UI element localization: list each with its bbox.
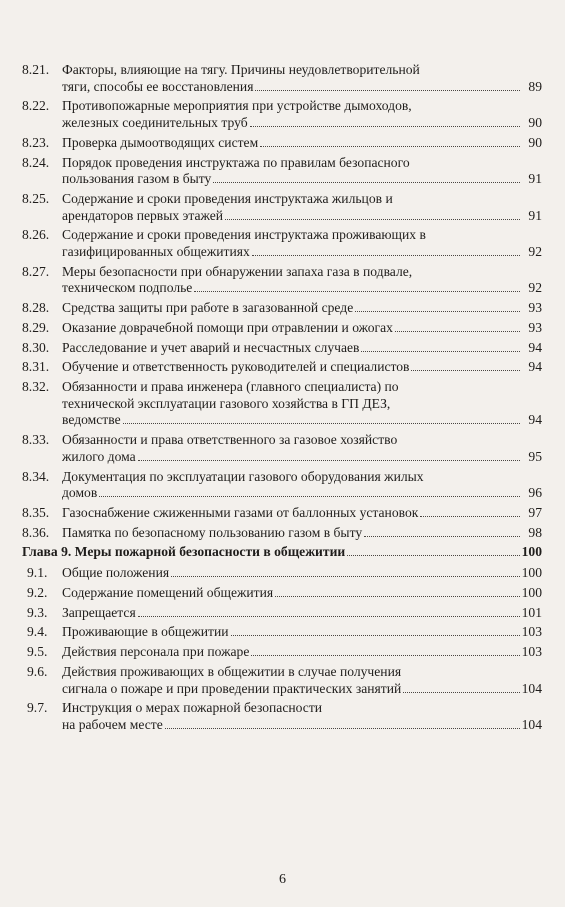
- leader-dots: [225, 219, 520, 220]
- entry-page: 94: [528, 359, 542, 375]
- toc-entry: [22, 565, 542, 582]
- entry-number: 9.6.: [27, 663, 48, 679]
- leader-dots: [355, 311, 520, 312]
- entry-line: Содержание и сроки проведения инструктажа проживающих в: [62, 227, 426, 243]
- toc-entry: [22, 191, 542, 224]
- leader-dots: [275, 596, 519, 597]
- entry-line: Факторы, влияющие на тягу. Причины неудовлетворительной: [62, 62, 420, 77]
- leader-dots: [395, 331, 520, 332]
- entry-number: 8.30.: [22, 339, 50, 355]
- chapter-heading: [22, 544, 542, 561]
- entry-line: Содержание и сроки проведения инструктажа жильцов и: [62, 190, 393, 206]
- entry-line: Запрещается: [62, 604, 136, 620]
- entry-page: 96: [528, 485, 542, 501]
- leader-dots: [213, 182, 520, 183]
- entry-number: 9.1.: [27, 565, 48, 581]
- entry-line: Обязанности и права инженера (главного специалиста) по: [62, 379, 399, 395]
- toc-entry: [22, 605, 542, 622]
- entry-line: Инструкция о мерах пожарной безопасности: [62, 700, 323, 716]
- entry-line: Оказание доврачебной помощи при отравлении и ожогах: [62, 319, 393, 335]
- entry-text: [58, 700, 542, 733]
- entry-text: [58, 191, 542, 224]
- entry-text: [58, 379, 542, 429]
- entry-number: 8.33.: [22, 432, 50, 448]
- entry-page: 93: [528, 319, 542, 335]
- entry-text: [58, 525, 542, 542]
- entry-line: Действия персонала при пожаре: [62, 644, 250, 660]
- entry-line: ведомстве: [62, 412, 121, 428]
- entry-page: 103: [521, 644, 542, 660]
- entry-text: [58, 605, 542, 622]
- entry-line: жилого дома: [62, 448, 136, 464]
- chapter-page: 100: [521, 544, 542, 560]
- entry-text: [58, 505, 542, 522]
- entry-line: на рабочем месте: [62, 716, 163, 732]
- entry-text: [58, 585, 542, 602]
- entry-line: пользования газом в быту: [62, 171, 212, 187]
- entry-page: 92: [528, 280, 542, 296]
- entry-text: [58, 624, 542, 641]
- leader-dots: [231, 635, 520, 636]
- leader-dots: [123, 423, 520, 424]
- entry-text: [58, 155, 542, 188]
- page-number: 6: [279, 872, 286, 887]
- entry-page: 90: [528, 114, 542, 130]
- entry-number: 9.5.: [27, 644, 48, 660]
- entry-line: Проживающие в общежитии: [62, 624, 229, 640]
- entry-page: 104: [521, 716, 542, 732]
- entry-number: 8.32.: [22, 379, 50, 395]
- entry-line: Содержание помещений общежития: [62, 584, 274, 600]
- entry-line: техническом подполье: [62, 280, 193, 296]
- entry-line: домов: [62, 485, 98, 501]
- entry-line: Средства защиты при работе в загазованной среде: [62, 300, 354, 316]
- entry-page: 94: [528, 339, 542, 355]
- leader-dots: [250, 126, 520, 127]
- entry-page: 101: [521, 604, 542, 620]
- entry-number: 8.31.: [22, 359, 50, 375]
- entry-text: [58, 432, 542, 465]
- leader-dots: [364, 536, 520, 537]
- leader-dots: [194, 291, 520, 292]
- leader-dots: [165, 728, 520, 729]
- toc-entry: [22, 135, 542, 152]
- section-9-entries: [22, 565, 542, 733]
- entry-line: газифицированных общежитиях: [62, 243, 250, 259]
- toc-entry: [22, 644, 542, 661]
- entry-line: железных соединительных труб: [62, 114, 248, 130]
- entry-number: 8.25.: [22, 190, 50, 206]
- toc-entry: [22, 379, 542, 429]
- entry-number: 8.34.: [22, 468, 50, 484]
- entry-page: 93: [528, 300, 542, 316]
- toc-entry: [22, 155, 542, 188]
- leader-dots: [171, 576, 520, 577]
- entry-line: Общие положения: [62, 565, 170, 581]
- entry-number: 9.7.: [27, 700, 48, 716]
- entry-text: [58, 62, 542, 95]
- toc-entry: [22, 359, 542, 376]
- toc-entry: [22, 62, 542, 95]
- leader-dots: [347, 555, 519, 556]
- toc-entry: [22, 505, 542, 522]
- entry-line: Обучение и ответственность руководителей и специалистов: [62, 359, 410, 375]
- leader-dots: [251, 655, 519, 656]
- toc-entry: [22, 320, 542, 337]
- leader-dots: [252, 255, 520, 256]
- entry-line: технической эксплуатации газового хозяйства в ГП ДЕЗ,: [62, 395, 391, 411]
- toc-entry: [22, 664, 542, 697]
- toc-entry: [22, 585, 542, 602]
- entry-page: 90: [528, 134, 542, 150]
- entry-page: 104: [521, 680, 542, 696]
- entry-text: [58, 264, 542, 297]
- leader-dots: [411, 370, 520, 371]
- entry-text: [58, 320, 542, 337]
- entry-line: Памятка по безопасному пользованию газом в быту: [62, 524, 363, 540]
- entry-number: 8.29.: [22, 319, 50, 335]
- entry-number: 9.3.: [27, 604, 48, 620]
- toc-entry: [22, 98, 542, 131]
- entry-text: [58, 340, 542, 357]
- toc-entry: [22, 300, 542, 317]
- leader-dots: [361, 351, 520, 352]
- entry-number: 8.24.: [22, 154, 50, 170]
- entry-line: тяги, способы ее восстановления: [62, 78, 254, 94]
- entry-number: 8.36.: [22, 524, 50, 540]
- entry-text: [58, 359, 542, 376]
- toc-entry: [22, 227, 542, 260]
- leader-dots: [260, 146, 520, 147]
- entry-page: 91: [528, 207, 542, 223]
- entry-text: [58, 644, 542, 661]
- toc-entry: [22, 432, 542, 465]
- entry-page: 89: [528, 78, 542, 94]
- entry-number: 8.28.: [22, 300, 50, 316]
- entry-number: 9.4.: [27, 624, 48, 640]
- entry-line: Действия проживающих в общежитии в случае получения: [62, 663, 402, 679]
- entry-text: [58, 664, 542, 697]
- entry-line: Обязанности и права ответственного за газовое хозяйство: [62, 432, 398, 448]
- leader-dots: [420, 516, 520, 517]
- entry-line: Газоснабжение сжиженными газами от баллонных установок: [62, 504, 419, 520]
- chapter-title: Глава 9. Меры пожарной безопасности в общежитии: [22, 544, 346, 560]
- leader-dots: [99, 496, 520, 497]
- entry-line: Расследование и учет аварий и несчастных случаев: [62, 339, 360, 355]
- entry-number: 8.21.: [22, 62, 50, 77]
- entry-line: Противопожарные мероприятия при устройстве дымоходов,: [62, 98, 412, 114]
- toc-entry: [22, 264, 542, 297]
- entry-text: [58, 135, 542, 152]
- entry-page: 97: [528, 504, 542, 520]
- entry-page: 100: [521, 565, 542, 581]
- section-8-entries: [22, 62, 542, 541]
- leader-dots: [403, 692, 519, 693]
- toc-entry: [22, 700, 542, 733]
- entry-line: арендаторов первых этажей: [62, 207, 224, 223]
- entry-number: 8.22.: [22, 98, 50, 114]
- toc-entry: [22, 525, 542, 542]
- entry-page: 92: [528, 243, 542, 259]
- entry-number: 8.26.: [22, 227, 50, 243]
- entry-text: [58, 98, 542, 131]
- entry-text: [58, 227, 542, 260]
- leader-dots: [138, 616, 520, 617]
- entry-text: [58, 469, 542, 502]
- toc-entry: [22, 340, 542, 357]
- toc-entry: [22, 624, 542, 641]
- entry-line: сигнала о пожаре и при проведении практических занятий: [62, 680, 402, 696]
- entry-page: 100: [521, 584, 542, 600]
- entry-number: 9.2.: [27, 584, 48, 600]
- entry-page: 94: [528, 412, 542, 428]
- toc-entry: [22, 469, 542, 502]
- entry-number: 8.27.: [22, 263, 50, 279]
- entry-page: 103: [521, 624, 542, 640]
- entry-text: [58, 565, 542, 582]
- table-of-contents: [22, 62, 542, 737]
- entry-line: Документация по эксплуатации газового оборудования жилых: [62, 468, 424, 484]
- entry-line: Порядок проведения инструктажа по правилам безопасного: [62, 154, 410, 170]
- entry-number: 8.35.: [22, 504, 50, 520]
- leader-dots: [138, 460, 520, 461]
- entry-text: [58, 300, 542, 317]
- leader-dots: [255, 90, 520, 91]
- entry-line: Проверка дымоотводящих систем: [62, 134, 259, 150]
- entry-page: 91: [528, 171, 542, 187]
- entry-number: 8.23.: [22, 134, 50, 150]
- entry-line: Меры безопасности при обнаружении запаха газа в подвале,: [62, 263, 413, 279]
- entry-page: 95: [528, 448, 542, 464]
- entry-page: 98: [528, 524, 542, 540]
